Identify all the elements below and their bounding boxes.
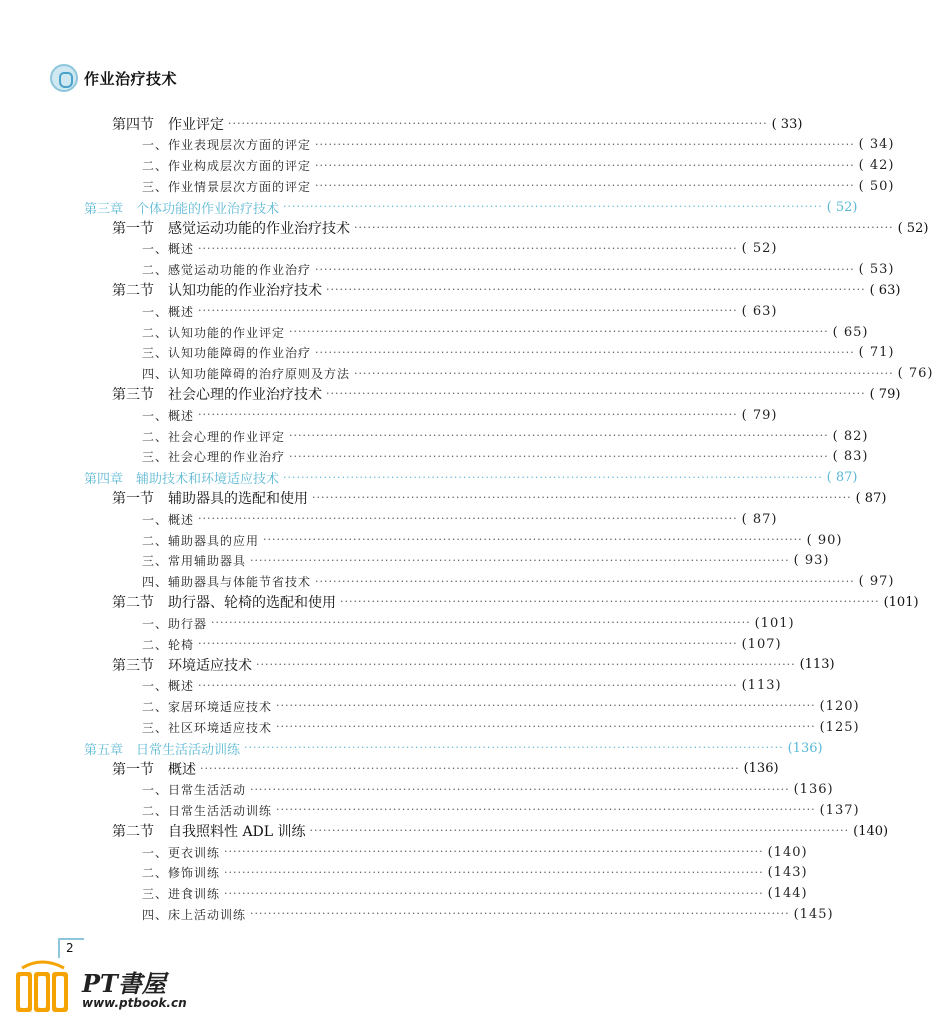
toc-entry-label: 三、社会心理的作业治疗 — [142, 450, 286, 465]
toc-entry-label: 第五章 日常生活活动训练 — [84, 742, 241, 758]
toc-entry-label: 二、日常生活活动训练 — [142, 803, 273, 818]
toc-entry-page: ( 82) — [832, 428, 869, 444]
toc-entry-label: 二、感觉运动功能的作业治疗 — [142, 263, 312, 278]
toc-item — [142, 904, 834, 924]
toc-entry-page: ( 79) — [869, 386, 901, 402]
toc-entry-label: 二、辅助器具的应用 — [142, 533, 260, 548]
toc-entry-label: 第四章 辅助技术和环境适应技术 — [84, 472, 280, 488]
toc-entry-page: (107) — [741, 636, 782, 652]
toc-entry-page: (145) — [793, 906, 834, 922]
toc-item — [142, 634, 782, 654]
toc-entry-page: ( 79) — [741, 407, 778, 423]
toc-item — [142, 343, 895, 363]
toc-section — [112, 218, 929, 238]
toc-leader-dots: ························································································································ — [276, 720, 816, 734]
toc-item — [142, 717, 860, 737]
page-number: 2 — [66, 941, 74, 955]
toc-leader-dots: ························································································································ — [289, 429, 829, 442]
toc-chapter — [84, 468, 858, 488]
toc-entry-label: 第一节 感觉运动功能的作业治疗技术 — [112, 221, 350, 237]
toc-item — [142, 322, 869, 342]
toc-chapter — [84, 738, 823, 758]
toc-leader-dots: ························································································································ — [315, 574, 855, 588]
toc-entry-page: (101) — [883, 594, 919, 610]
toc-entry-label: 一、日常生活活动 — [142, 783, 247, 798]
toc-entry-label: 三、社区环境适应技术 — [142, 720, 273, 735]
toc-leader-dots: ························································································································ — [250, 553, 790, 567]
toc-leader-dots: ························································································································ — [315, 158, 855, 172]
toc-leader-dots: ························································································································ — [289, 325, 829, 338]
toc-item — [142, 842, 808, 862]
toc-item — [142, 405, 778, 425]
toc-entry-label: 第二节 助行器、轮椅的选配和使用 — [112, 595, 336, 612]
toc-entry-page: ( 33) — [771, 116, 803, 132]
toc-entry-page: ( 76) — [897, 366, 933, 382]
toc-entry-label: 一、概述 — [142, 304, 195, 319]
toc-entry-page: ( 42) — [858, 158, 895, 174]
watermark-name: PT書屋 — [82, 969, 166, 998]
toc-entry-label: 四、认知功能障碍的治疗原则及方法 — [142, 367, 351, 382]
toc-entry-label: 二、家居环境适应技术 — [142, 699, 273, 714]
toc-entry-label: 二、修饰训练 — [142, 866, 221, 881]
toc-entry-page: (144) — [767, 886, 808, 902]
toc-item — [142, 135, 895, 155]
toc-entry-page: ( 52) — [826, 199, 858, 215]
toc-entry-label: 三、作业情景层次方面的评定 — [142, 179, 312, 194]
toc-entry-page: ( 90) — [806, 532, 843, 548]
toc-leader-dots: ························································································································ — [198, 512, 738, 526]
toc-entry-page: ( 71) — [858, 345, 895, 361]
toc-entry-page: (136) — [793, 782, 834, 798]
toc-entry-label: 四、辅助器具与体能节省技术 — [142, 575, 312, 590]
toc-item — [142, 676, 782, 696]
toc-leader-dots: ························································································································ — [200, 761, 740, 775]
toc-entry-page: ( 52) — [897, 220, 929, 236]
toc-entry-label: 三、常用辅助器具 — [142, 554, 247, 569]
toc-leader-dots: ························································································································ — [224, 865, 764, 879]
toc-item — [142, 260, 895, 280]
toc-leader-dots: ························································································································ — [289, 449, 829, 463]
toc-leader-dots: ························································································································ — [250, 782, 790, 796]
toc-item — [142, 780, 834, 800]
toc-leader-dots: ························································································································ — [198, 408, 738, 422]
toc-entry-label: 一、助行器 — [142, 616, 208, 631]
toc-entry-label: 第二节 自我照料性 ADL 训练 — [112, 824, 306, 841]
toc-leader-dots: ························································································································ — [312, 491, 852, 505]
toc-leader-dots: ························································································································ — [309, 824, 850, 838]
toc-entry-label: 一、概述 — [142, 512, 195, 527]
toc-leader-dots: ························································································································ — [211, 616, 751, 630]
toc-entry-page: (120) — [819, 698, 860, 714]
toc-section — [112, 114, 803, 134]
toc-section — [112, 280, 901, 300]
toc-leader-dots: ························································································································ — [326, 387, 866, 401]
toc-entry-label: 一、概述 — [142, 242, 195, 257]
toc-section — [112, 759, 779, 779]
toc-item — [142, 530, 843, 550]
toc-section — [112, 821, 889, 841]
toc-item — [142, 176, 895, 196]
toc-item — [142, 509, 778, 529]
toc-item — [142, 447, 869, 467]
toc-entry-label: 一、概述 — [142, 679, 195, 694]
toc-entry-page: ( 87) — [741, 511, 778, 527]
toc-entry-label: 第四节 作业评定 — [112, 117, 224, 133]
toc-item — [142, 572, 895, 592]
toc-entry-page: (113) — [799, 657, 835, 673]
toc-entry-page: (125) — [819, 719, 860, 735]
toc-entry-page: ( 34) — [858, 137, 895, 153]
toc-item — [142, 426, 869, 446]
toc-entry-label: 一、作业表现层次方面的评定 — [142, 138, 312, 153]
toc-entry-page: (136) — [787, 740, 823, 756]
toc-leader-dots: ························································································································ — [198, 304, 738, 318]
toc-item — [142, 156, 895, 176]
toc-entry-label: 二、社会心理的作业评定 — [142, 429, 286, 444]
toc-entry-label: 二、轮椅 — [142, 637, 195, 652]
toc-leader-dots: ························································································································ — [198, 637, 738, 650]
toc-entry-page: ( 97) — [858, 574, 895, 590]
toc-item — [142, 863, 808, 883]
book-title: 作业治疗技术 — [84, 70, 178, 88]
toc-leader-dots: ························································································································ — [198, 678, 738, 692]
toc-entry-label: 二、作业构成层次方面的评定 — [142, 159, 312, 174]
toc-entry-page: (136) — [743, 761, 779, 777]
toc-leader-dots: ························································································································ — [250, 907, 790, 921]
book-logo-icon — [50, 64, 78, 92]
toc-entry-page: ( 93) — [793, 553, 830, 569]
toc-item — [142, 364, 933, 384]
toc-leader-dots: ························································································································ — [340, 595, 880, 609]
toc-entry-page: ( 63) — [869, 282, 901, 298]
toc-entry-label: 第三节 社会心理的作业治疗技术 — [112, 387, 322, 404]
toc-leader-dots: ························································································································ — [276, 803, 816, 817]
toc-section — [112, 655, 835, 675]
toc-entry-label: 一、概述 — [142, 408, 195, 423]
toc-entry-label: 一、更衣训练 — [142, 845, 221, 860]
toc-entry-page: (101) — [754, 615, 795, 631]
toc-entry-page: (140) — [767, 844, 808, 860]
toc-item — [142, 613, 795, 633]
toc-leader-dots: ························································································································ — [315, 137, 855, 151]
toc-entry-label: 第三节 环境适应技术 — [112, 657, 252, 674]
toc-entry-page: ( 63) — [741, 303, 778, 319]
toc-leader-dots: ························································································································ — [283, 470, 823, 484]
toc-item — [142, 696, 860, 716]
toc-leader-dots: ························································································································ — [256, 657, 796, 671]
toc-leader-dots: ························································································································ — [315, 345, 855, 359]
toc-entry-page: ( 83) — [832, 449, 869, 465]
toc-entry-label: 第三章 个体功能的作业治疗技术 — [84, 201, 280, 217]
toc-section — [112, 488, 887, 508]
toc-entry-page: ( 50) — [858, 178, 895, 194]
watermark-url: www.ptbook.cn — [82, 996, 187, 1010]
toc-item — [142, 800, 860, 820]
toc-item — [142, 239, 778, 259]
toc-leader-dots: ························································································································ — [228, 117, 768, 130]
toc-entry-page: (140) — [853, 823, 889, 839]
toc-chapter — [84, 197, 858, 217]
toc-leader-dots: ························································································································ — [326, 283, 866, 297]
page-header — [50, 64, 650, 94]
toc-item — [142, 884, 808, 904]
toc-entry-page: (137) — [819, 802, 860, 818]
toc-leader-dots: ························································································································ — [283, 200, 823, 214]
toc-entry-page: ( 65) — [832, 324, 869, 340]
toc-entry-label: 二、认知功能的作业评定 — [142, 325, 286, 340]
toc-leader-dots: ························································································································ — [263, 533, 803, 546]
watermark — [14, 958, 214, 1018]
toc-entry-page: (143) — [767, 865, 808, 881]
toc-leader-dots: ························································································································ — [354, 366, 894, 380]
toc-leader-dots: ························································································································ — [315, 262, 855, 276]
toc-entry-page: ( 87) — [826, 470, 858, 486]
toc-entry-label: 四、床上活动训练 — [142, 907, 247, 922]
toc-section — [112, 592, 919, 612]
toc-entry-label: 第二节 认知功能的作业治疗技术 — [112, 283, 322, 300]
toc-leader-dots: ························································································································ — [224, 886, 764, 900]
toc-item — [142, 551, 830, 571]
toc-entry-label: 三、进食训练 — [142, 887, 221, 902]
toc-leader-dots: ························································································································ — [244, 741, 784, 754]
toc-entry-label: 第一节 概述 — [112, 761, 196, 778]
toc-section — [112, 384, 901, 404]
books-logo-icon — [14, 958, 74, 1016]
toc-leader-dots: ························································································································ — [276, 699, 816, 713]
toc-leader-dots: ························································································································ — [198, 241, 738, 255]
toc-entry-page: ( 53) — [858, 262, 895, 278]
toc-entry-label: 三、认知功能障碍的作业治疗 — [142, 346, 312, 361]
toc-leader-dots: ························································································································ — [315, 179, 855, 193]
toc-entry-page: ( 52) — [741, 241, 778, 257]
toc-entry-label: 第一节 辅助器具的选配和使用 — [112, 491, 308, 508]
toc-leader-dots: ························································································································ — [224, 845, 764, 858]
toc-entry-page: ( 87) — [855, 490, 887, 506]
toc-item — [142, 301, 778, 321]
toc-leader-dots: ························································································································ — [354, 221, 894, 234]
toc-entry-page: (113) — [741, 678, 782, 694]
